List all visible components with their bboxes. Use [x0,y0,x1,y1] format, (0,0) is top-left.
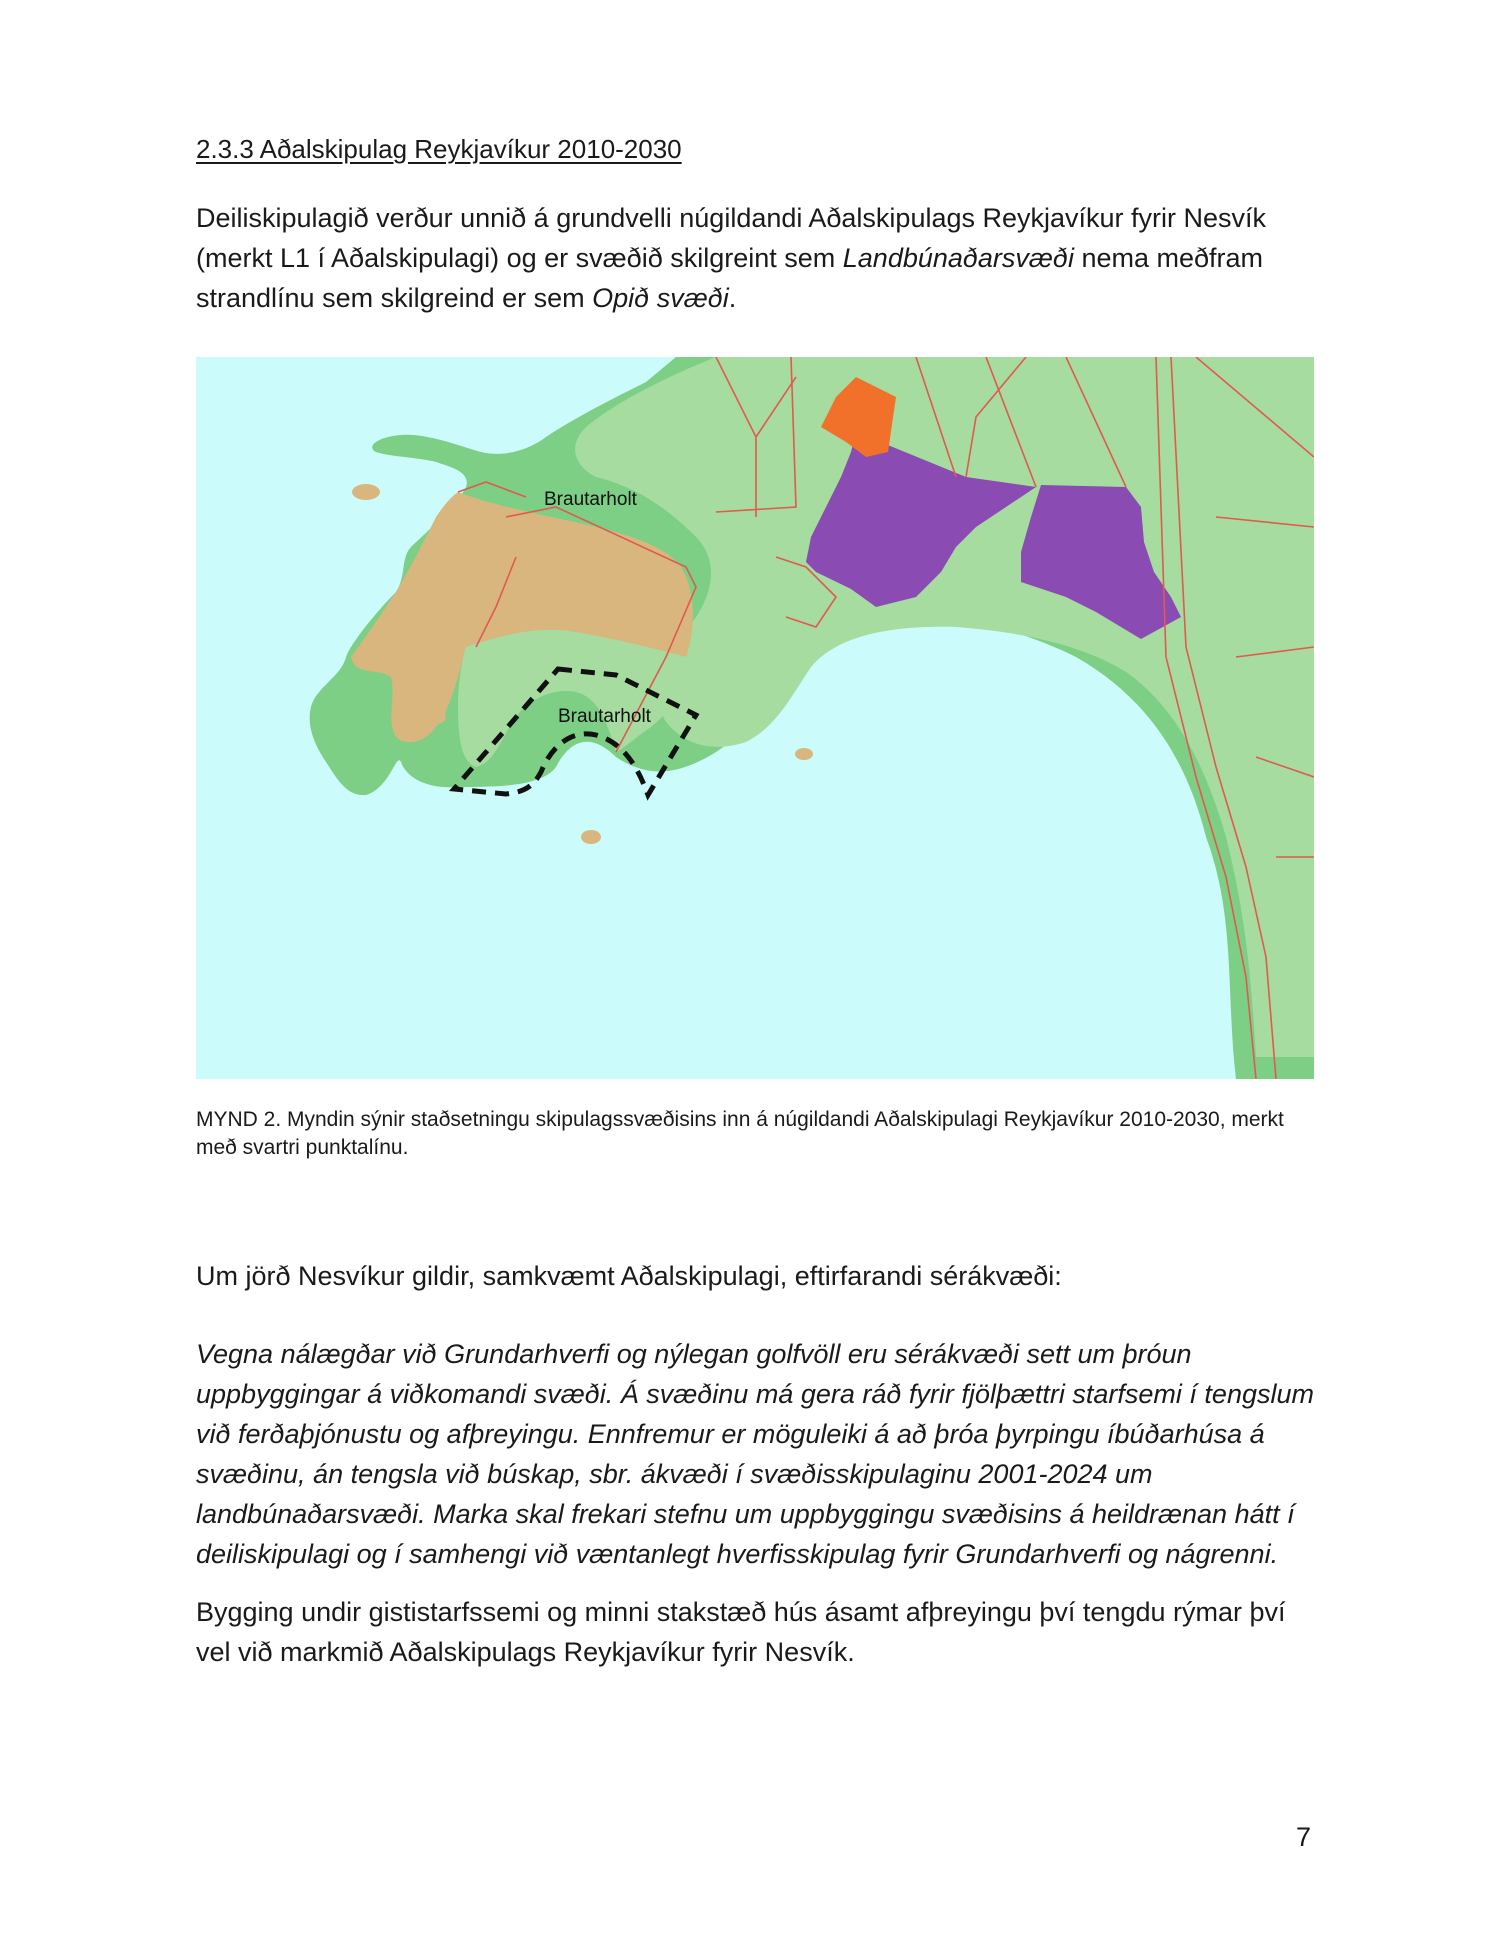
map-label-north: Brautarholt [544,489,637,510]
body-paragraph-2: Bygging undir gististarfssemi og minni stakstæð hús ásamt afþreyingu því tengdu rýmar því vel við markmið Aðalskipulags Reykjavíkur fyrir Nesvík. [196,1597,1286,1667]
map-island [352,484,380,500]
intro-paragraph [196,198,1316,318]
special-provision-quote: Vegna nálægðar við Grundarhverfi og nýlegan golfvöll eru sérákvæði sett um þróun uppbyggingar á viðkomandi svæði. Á svæðinu má gera ráð fyrir fjölþættri starfsemi í tengslum við ferðaþjónustu og afþreyingu. Ennfremur er möguleiki á að þróa þyrpingu íbúðarhúsa á svæðinu, án tengsla við búskap, sbr. ákvæði í svæðisskipulaginu 2001-2024 um landbúnaðarsvæði. Marka skal frekari stefnu um uppbyggingu svæðisins á heildrænan hátt í deiliskipulagi og í samhengi við væntanlegt hverfisskipulag fyrir Grundarhverfi og nágrenni. [196,1339,1314,1569]
intro-text-end: . [728,283,737,313]
body-paragraph-1: Um jörð Nesvíkur gildir, samkvæmt Aðalskipulagi, eftirfarandi sérákvæði: [196,1261,1062,1291]
figure-caption: MYND 2. Myndin sýnir staðsetningu skipulagssvæðisins inn á núgildandi Aðalskipulagi Reykjavíkur 2010-2030, merkt með svartri punktalínu. [196,1108,1284,1159]
intro-text-before: Deiliskipulagið verður unnið á grundvelli núgildandi Aðalskipulags Reykjavíkur fyrir Nesvík (merkt L1 í Aðalskipulagi) og er svæðið skilgreint sem [196,203,1267,273]
map-island [426,710,446,724]
map-label-south: Brautarholt [558,706,651,727]
map-island [795,748,813,760]
page-number: 7 [1296,1822,1312,1852]
intro-text-middle: nema meðfram strandlínu sem skilgreind er sem [196,243,1264,313]
term-open-area: Opið svæði [592,283,729,313]
map-island [581,830,601,844]
zoning-map [196,357,1314,1079]
term-agricultural: Landbúnaðarsvæði [842,243,1074,273]
section-heading: 2.3.3 Aðalskipulag Reykjavíkur 2010-2030 [196,134,682,164]
